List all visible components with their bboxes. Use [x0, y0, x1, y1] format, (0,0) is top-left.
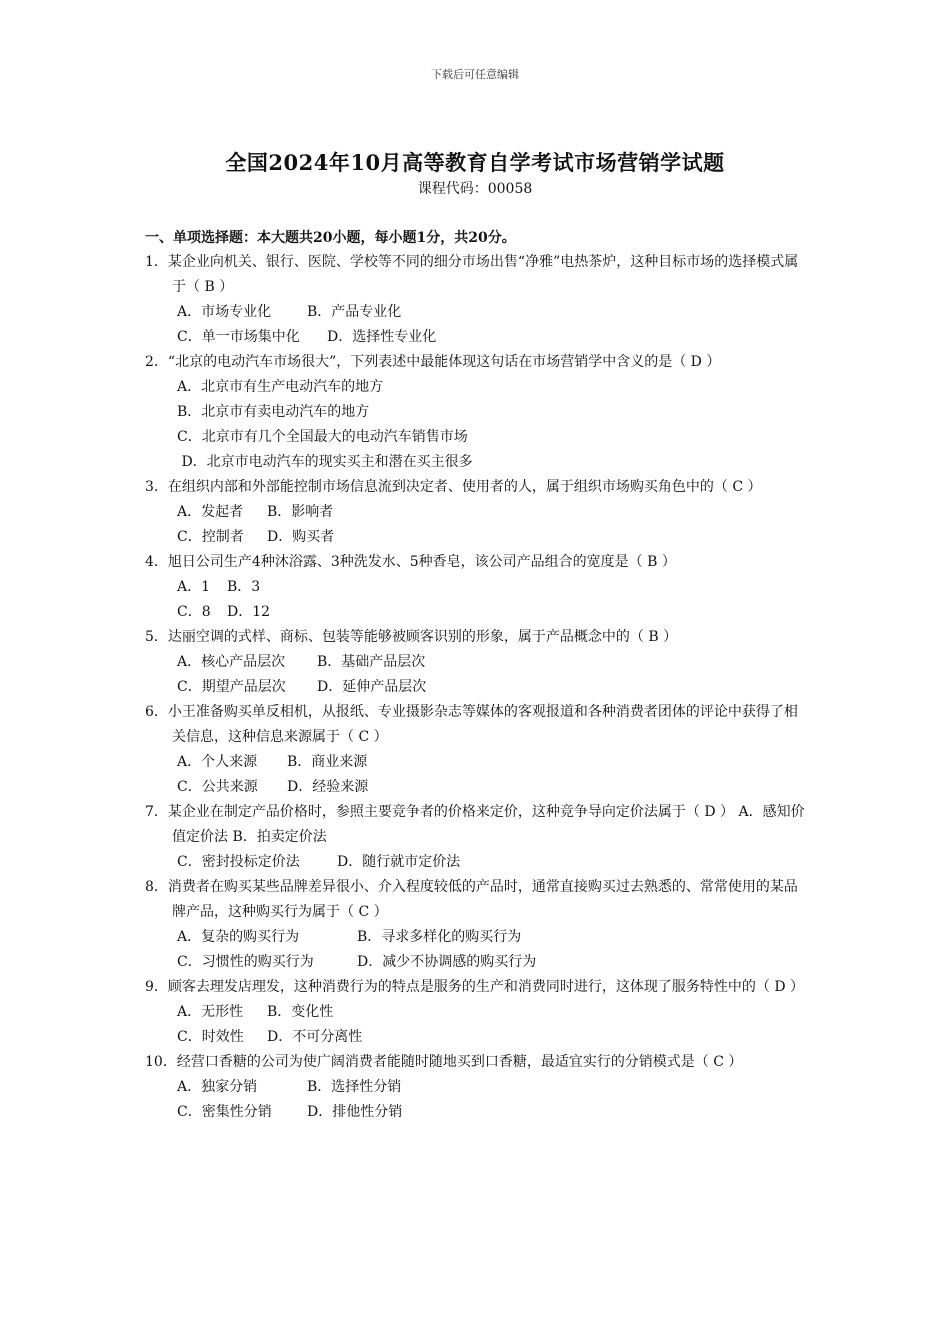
answer-option: A．北京市有生产电动汽车的地方	[177, 379, 384, 395]
question-stem: 2．“北京的电动汽车市场很大”，下列表述中最能体现这句话在市场营销学中含义的是（ D ）	[145, 354, 721, 370]
section-heading: 一、单项选择题：本大题共20小题，每小题1分，共20分。	[145, 230, 516, 246]
option-row	[145, 650, 810, 675]
answer-option: D．北京市电动汽车的现实买主和潜在买主很多	[177, 454, 473, 470]
question-2	[145, 350, 810, 475]
answer-option: A．复杂的购买行为	[177, 929, 300, 945]
answer-option: B．寻求多样化的购买行为	[357, 929, 522, 945]
answer-option: B．北京市有卖电动汽车的地方	[177, 404, 370, 420]
download-note: 下载后可任意编辑	[431, 68, 519, 81]
question-10	[145, 1050, 810, 1125]
option-row	[145, 925, 810, 950]
answer-option: A．个人来源	[177, 754, 258, 770]
course-code: 课程代码：00058	[417, 181, 533, 197]
answer-option: D．经验来源	[287, 779, 369, 795]
answer-option: C．北京市有几个全国最大的电动汽车销售市场	[177, 429, 468, 445]
option-row	[145, 500, 810, 525]
option-row	[145, 750, 810, 775]
question-6	[145, 700, 810, 800]
question-8	[145, 875, 810, 975]
question-3	[145, 475, 810, 550]
answer-option: B．基础产品层次	[317, 654, 426, 670]
question-stem: 3．在组织内部和外部能控制市场信息流到决定者、使用者的人，属于组织市场购买角色中的（ C ）	[145, 479, 762, 495]
option-row	[145, 400, 810, 425]
answer-option: D．排他性分销	[307, 1104, 403, 1120]
question-stem: 6．小王准备购买单反相机，从报纸、专业摄影杂志等媒体的客观报道和各种消费者团体的评论中获得了相关信息，这种信息来源属于（ C ）	[145, 704, 798, 745]
answer-option: A．1	[177, 579, 211, 595]
answer-option: C．公共来源	[177, 779, 258, 795]
option-row	[145, 425, 810, 450]
answer-option: C．时效性	[177, 1029, 244, 1045]
question-stem: 7．某企业在制定产品价格时，参照主要竞争者的价格来定价，这种竞争导向定价法属于（ D ） A．感知价值定价法 B．拍卖定价法	[145, 804, 805, 845]
answer-option: C．期望产品层次	[177, 679, 286, 695]
question-4	[145, 550, 810, 625]
option-row	[145, 1000, 810, 1025]
answer-option: D．不可分离性	[267, 1029, 363, 1045]
answer-option: A．市场专业化	[177, 304, 272, 320]
answer-option: A．发起者	[177, 504, 244, 520]
answer-option: C．密封投标定价法	[177, 854, 300, 870]
option-row	[145, 675, 810, 700]
option-row	[145, 450, 810, 475]
option-row	[145, 575, 810, 600]
question-1	[145, 250, 810, 350]
option-row	[145, 525, 810, 550]
option-row	[145, 850, 810, 875]
answer-option: D．12	[227, 604, 271, 620]
answer-option: B．变化性	[267, 1004, 334, 1020]
answer-option: A．独家分销	[177, 1079, 258, 1095]
question-stem: 10．经营口香糖的公司为使广阔消费者能随时随地买到口香糖，最适宜实行的分销模式是（ C ）	[145, 1054, 743, 1070]
answer-option: A．核心产品层次	[177, 654, 286, 670]
answer-option: A．无形性	[177, 1004, 244, 1020]
option-row	[145, 325, 810, 350]
option-row	[145, 1075, 810, 1100]
answer-option: B．选择性分销	[307, 1079, 402, 1095]
answer-option: C．习惯性的购买行为	[177, 954, 314, 970]
question-stem: 4．旭日公司生产4种沐浴露、3种洗发水、5种香皂，该公司产品组合的宽度是（ B ）	[145, 554, 676, 570]
question-list	[145, 250, 810, 1125]
answer-option: B．商业来源	[287, 754, 368, 770]
option-row	[145, 300, 810, 325]
question-7	[145, 800, 810, 875]
option-row	[145, 375, 810, 400]
answer-option: C．密集性分销	[177, 1104, 272, 1120]
answer-option: B．产品专业化	[307, 304, 402, 320]
option-row	[145, 950, 810, 975]
answer-option: D．购买者	[267, 529, 335, 545]
answer-option: C．控制者	[177, 529, 244, 545]
option-row	[145, 1025, 810, 1050]
question-stem: 5．达丽空调的式样、商标、包装等能够被顾客识别的形象，属于产品概念中的（ B ）	[145, 629, 678, 645]
answer-option: C．8	[177, 604, 211, 620]
question-5	[145, 625, 810, 700]
option-row	[145, 600, 810, 625]
question-stem: 1．某企业向机关、银行、医院、学校等不同的细分市场出售“净雅”电热茶炉，这种目标市场的选择模式属于（ B ）	[145, 254, 799, 295]
answer-option: D．随行就市定价法	[337, 854, 461, 870]
question-stem: 8．消费者在购买某些品牌差异很小、介入程度较低的产品时，通常直接购买过去熟悉的、常常使用的某品牌产品，这种购买行为属于（ C ）	[145, 879, 798, 920]
answer-option: B．3	[227, 579, 261, 595]
answer-option: D．延伸产品层次	[317, 679, 427, 695]
exam-title: 全国2024年10月高等教育自学考试市场营销学试题	[225, 150, 725, 175]
question-9	[145, 975, 810, 1050]
answer-option: D．选择性专业化	[327, 329, 437, 345]
option-row	[145, 775, 810, 800]
question-stem: 9．顾客去理发店理发，这种消费行为的特点是服务的生产和消费同时进行，这体现了服务特性中的（ D ）	[145, 979, 805, 995]
answer-option: D．减少不协调感的购买行为	[357, 954, 537, 970]
answer-option: C．单一市场集中化	[177, 329, 300, 345]
answer-option: B．影响者	[267, 504, 334, 520]
option-row	[145, 1100, 810, 1125]
